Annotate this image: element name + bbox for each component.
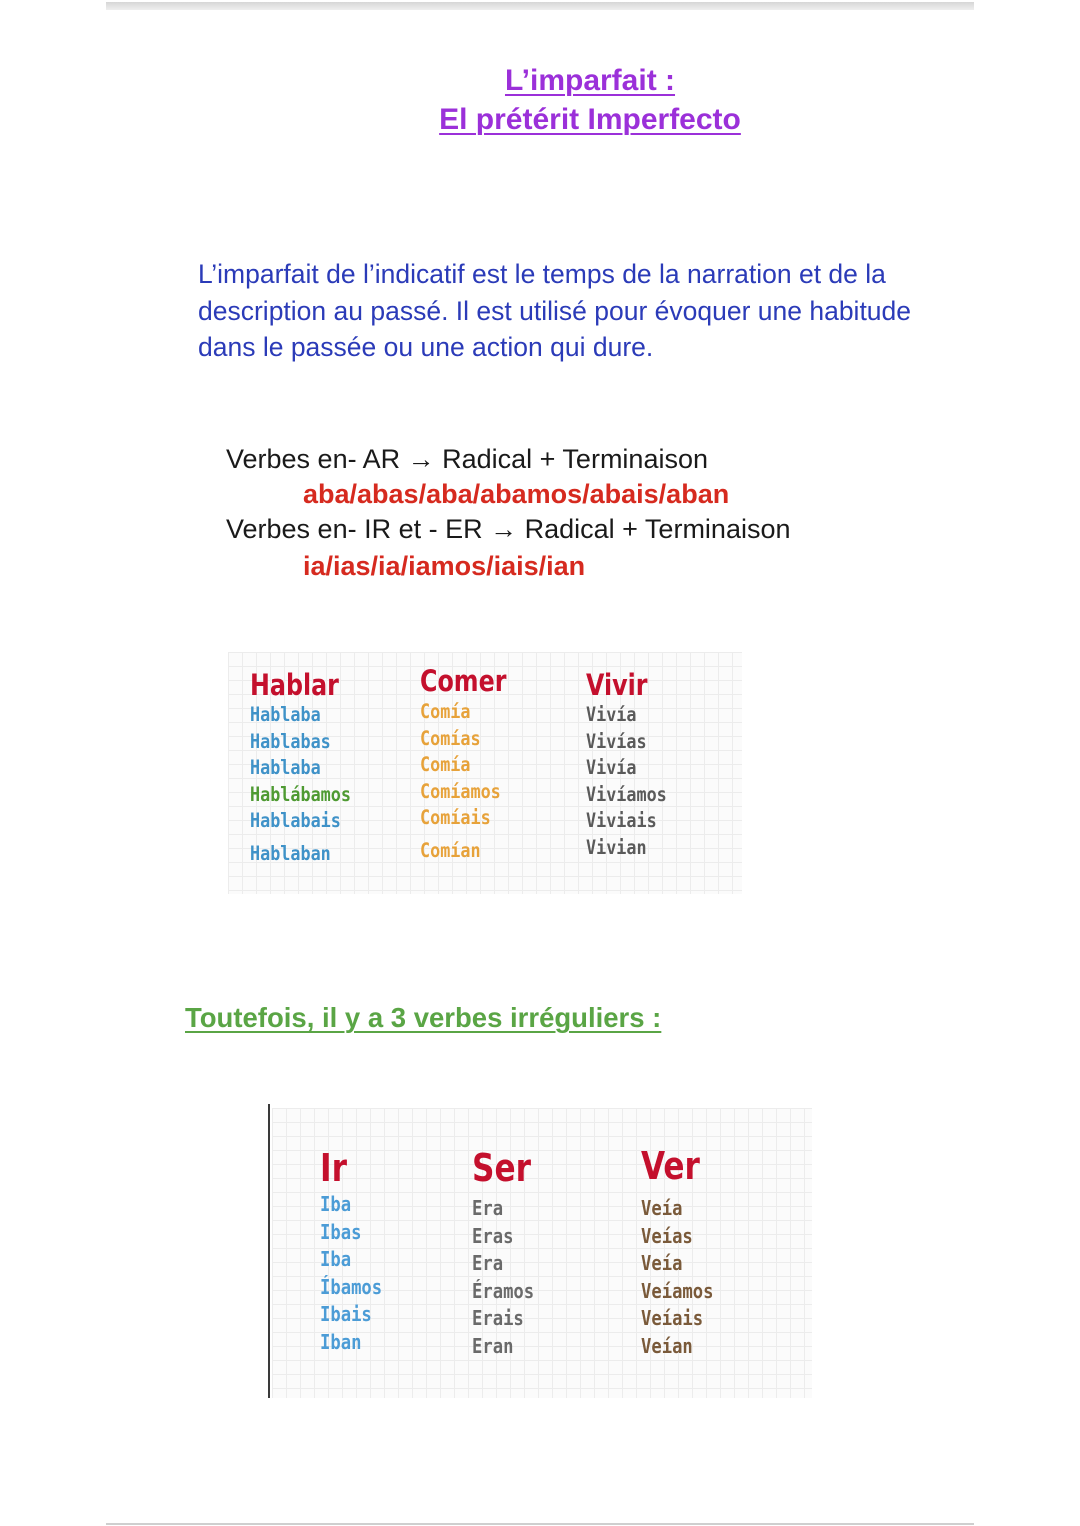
verb-heading: Vivir — [586, 668, 648, 702]
verb-form: Veía — [641, 1251, 683, 1275]
column-vivir — [586, 668, 680, 861]
verb-form: Vivian — [586, 835, 647, 859]
page-title: L’imparfait : — [504, 64, 676, 97]
rule-ar: Verbes en- AR → Radical + Terminaison — [226, 444, 708, 474]
column-ver — [641, 1143, 725, 1360]
verb-form: Eras — [472, 1223, 514, 1248]
rule-ir-er: Verbes en- IR et - ER → Radical + Terminaison — [226, 514, 791, 544]
intro-paragraph: L’imparfait de l’indicatif est le temps de la narration et de la description au passé. Il est utilisé pour évoquer une habitude dans le passée ou une action qui dure. — [198, 259, 912, 362]
page-subtitle: El prétérit Imperfecto — [439, 103, 741, 136]
verb-form: Hablaba — [250, 756, 321, 779]
verb-form: Comían — [420, 838, 481, 862]
irregular-verbs-heading: Toutefois, il y a 3 verbes irréguliers : — [185, 1002, 662, 1033]
verb-form: Comíais — [420, 806, 491, 829]
column-ser — [472, 1145, 544, 1360]
verb-heading: Hablar — [250, 668, 339, 702]
verb-form: Vivíamos — [586, 782, 667, 806]
verb-form: Iba — [320, 1192, 352, 1216]
column-hablar — [250, 668, 367, 867]
verb-form: Comías — [420, 726, 481, 750]
verb-form: Vivía — [586, 756, 637, 779]
verb-form: Ibas — [320, 1219, 362, 1244]
verb-form: Iba — [320, 1247, 352, 1271]
column-ir — [320, 1145, 392, 1356]
verb-form: Vivía — [586, 703, 637, 726]
verb-form: Hablábamos — [250, 782, 351, 806]
verb-form: Veíamos — [641, 1278, 714, 1303]
verb-form: Viviais — [586, 809, 657, 832]
verb-form: Hablabais — [250, 809, 341, 832]
verb-form: Iban — [320, 1329, 362, 1354]
verb-heading: Ir — [320, 1146, 347, 1190]
verb-form: Veíais — [641, 1306, 704, 1330]
verb-form: Comía — [420, 700, 471, 723]
verb-form: Era — [472, 1251, 504, 1275]
verb-form: Comía — [420, 753, 471, 776]
verb-form: Ibais — [320, 1302, 372, 1326]
endings-ar: aba/abas/aba/abamos/abais/aban — [303, 479, 730, 509]
column-comer — [420, 664, 525, 864]
verb-form: Erais — [472, 1306, 524, 1330]
verb-heading: Comer — [420, 664, 507, 698]
verb-form: Hablabas — [250, 729, 331, 753]
verb-heading: Ser — [472, 1146, 531, 1190]
verb-form: Era — [472, 1196, 504, 1220]
verb-form: Comíamos — [420, 779, 501, 803]
verb-form: Veía — [641, 1196, 683, 1220]
verb-form: Veías — [641, 1223, 693, 1248]
verb-heading: Ver — [641, 1144, 700, 1188]
verb-form: Íbamos — [320, 1274, 383, 1299]
verb-form: Eran — [472, 1333, 514, 1358]
margin-line — [268, 1104, 270, 1398]
endings-ir-er: ia/ias/ia/iamos/iais/ian — [303, 551, 586, 581]
verb-form: Hablaba — [250, 703, 321, 726]
top-divider — [106, 2, 974, 10]
verb-form: Vivías — [586, 729, 647, 753]
verb-form: Veían — [641, 1333, 693, 1358]
verb-form: Hablaban — [250, 841, 331, 865]
bottom-divider — [106, 1523, 974, 1525]
verb-form: Éramos — [472, 1278, 535, 1303]
